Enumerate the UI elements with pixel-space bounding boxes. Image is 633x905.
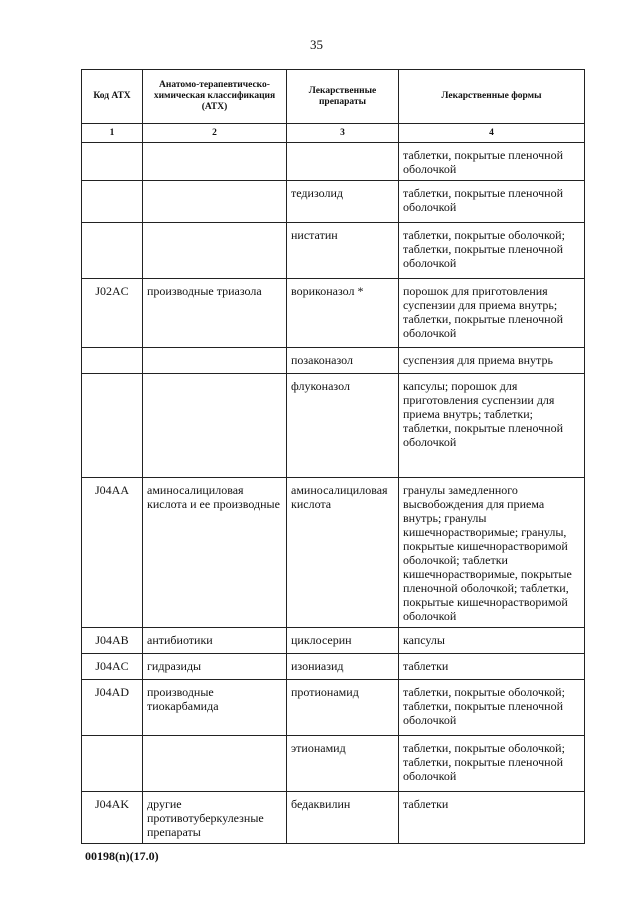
table-row: [82, 680, 585, 736]
table-row: [82, 181, 585, 223]
cell-code: J04AD: [82, 680, 143, 736]
table-row: [82, 654, 585, 680]
cell-drug: позаконазол: [287, 348, 399, 374]
cell-classification: антибиотики: [143, 628, 287, 654]
cell-forms: таблетки, покрытые оболочкой; таблетки, покрытые пленочной оболочкой: [399, 223, 585, 279]
column-number-row: [82, 124, 585, 143]
table-row: [82, 736, 585, 792]
cell-drug: циклосерин: [287, 628, 399, 654]
cell-drug: [287, 143, 399, 181]
column-number: 1: [82, 124, 143, 143]
cell-classification: [143, 348, 287, 374]
cell-classification: другие противотуберкулезные препараты: [143, 792, 287, 844]
table-row: [82, 348, 585, 374]
cell-forms: таблетки: [399, 654, 585, 680]
table-row: [82, 374, 585, 478]
atx-drug-table: [81, 69, 585, 844]
cell-drug: изониазид: [287, 654, 399, 680]
cell-drug: протионамид: [287, 680, 399, 736]
cell-code: [82, 181, 143, 223]
cell-drug: тедизолид: [287, 181, 399, 223]
cell-code: J04AB: [82, 628, 143, 654]
cell-code: J04AK: [82, 792, 143, 844]
table-row: [82, 628, 585, 654]
cell-classification: производные триазола: [143, 279, 287, 348]
cell-drug: вориконазол *: [287, 279, 399, 348]
cell-forms: таблетки, покрытые оболочкой; таблетки, покрытые пленочной оболочкой: [399, 736, 585, 792]
table-row: [82, 279, 585, 348]
cell-classification: [143, 181, 287, 223]
cell-classification: [143, 736, 287, 792]
cell-code: [82, 736, 143, 792]
cell-classification: [143, 223, 287, 279]
cell-classification: аминосалициловая кислота и ее производные: [143, 478, 287, 628]
header-classification: Анатомо-терапевтическо-химическая классификация (АТХ): [143, 70, 287, 124]
table-row: [82, 143, 585, 181]
cell-code: [82, 374, 143, 478]
table-row: [82, 478, 585, 628]
column-number: 3: [287, 124, 399, 143]
cell-code: J04AA: [82, 478, 143, 628]
cell-classification: гидразиды: [143, 654, 287, 680]
header-forms: Лекарственные формы: [399, 70, 585, 124]
column-number: 4: [399, 124, 585, 143]
cell-code: [82, 223, 143, 279]
cell-classification: [143, 143, 287, 181]
cell-forms: порошок для приготовления суспензии для приема внутрь; таблетки, покрытые пленочной оболочкой: [399, 279, 585, 348]
cell-forms: гранулы замедленного высвобождения для приема внутрь; гранулы кишечнорастворимые; гранулы, покрытые кишечнорастворимой оболочкой; таблетки кишечнорастворимые, покрытые пленочной оболочкой; таблетки, покрытые кишечнорастворимой оболочкой: [399, 478, 585, 628]
column-number: 2: [143, 124, 287, 143]
cell-forms: суспензия для приема внутрь: [399, 348, 585, 374]
cell-forms: капсулы: [399, 628, 585, 654]
header-drugs: Лекарственные препараты: [287, 70, 399, 124]
cell-classification: [143, 374, 287, 478]
cell-drug: нистатин: [287, 223, 399, 279]
cell-code: J02AC: [82, 279, 143, 348]
cell-drug: этионамид: [287, 736, 399, 792]
cell-forms: таблетки, покрытые оболочкой; таблетки, покрытые пленочной оболочкой: [399, 680, 585, 736]
table-row: [82, 792, 585, 844]
table-header-row: [82, 70, 585, 124]
cell-forms: таблетки, покрытые пленочной оболочкой: [399, 143, 585, 181]
cell-code: [82, 348, 143, 374]
cell-drug: аминосалициловая кислота: [287, 478, 399, 628]
cell-drug: бедаквилин: [287, 792, 399, 844]
cell-forms: таблетки: [399, 792, 585, 844]
cell-code: J04AC: [82, 654, 143, 680]
cell-forms: таблетки, покрытые пленочной оболочкой: [399, 181, 585, 223]
cell-code: [82, 143, 143, 181]
page-number: 35: [310, 37, 323, 52]
cell-drug: флуконазол: [287, 374, 399, 478]
header-code: Код АТХ: [82, 70, 143, 124]
table-row: [82, 223, 585, 279]
cell-classification: производные тиокарбамида: [143, 680, 287, 736]
document-footer-code: 00198(n)(17.0): [85, 849, 159, 863]
cell-forms: капсулы; порошок для приготовления суспензии для приема внутрь; таблетки; таблетки, покрытые пленочной оболочкой: [399, 374, 585, 478]
